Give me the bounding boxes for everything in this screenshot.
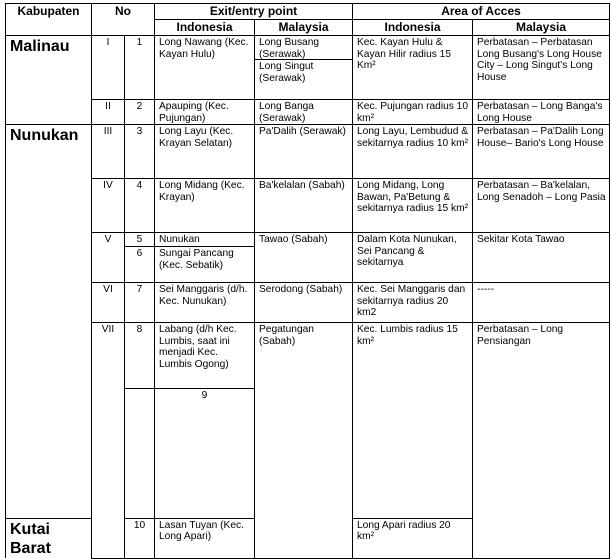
row-roman: VII [92, 323, 125, 559]
exit-malaysia-a: Long Busang (Serawak) [259, 37, 320, 60]
row-number: 3 [125, 125, 155, 179]
exit-malaysia: Pegatungan (Sabah) [255, 323, 353, 559]
row-roman: V [92, 233, 125, 283]
kabupaten-malinau: Malinau [6, 36, 92, 125]
area-malaysia: Perbatasan – Long Banga's Long House [473, 100, 610, 125]
area-indonesia: Long Layu, Lembudud & sekitarnya radius 10 km² [353, 125, 473, 179]
kabupaten-nunukan: Nunukan [6, 125, 92, 519]
row-number: 9 [155, 389, 255, 519]
header-area: Area of Acces [353, 4, 610, 20]
row-roman: I [92, 36, 125, 100]
exit-malaysia: Serodong (Sabah) [255, 283, 353, 323]
exit-malaysia: Long Banga (Serawak) [255, 100, 353, 125]
row-number: 5 [125, 233, 155, 247]
row-number: 6 [125, 247, 155, 283]
exit-malaysia: Pa'Dalih (Serawak) [255, 125, 353, 179]
exit-indonesia: Sei Manggaris (d/h. Kec. Nunukan) [155, 283, 255, 323]
area-indonesia: Kec. Lumbis radius 15 km² [353, 323, 473, 519]
header-exit-entry: Exit/entry point [155, 4, 353, 20]
header-kabupaten: Kabupaten [6, 4, 92, 36]
exit-malaysia: Ba'kelalan (Sabah) [255, 179, 353, 233]
row-roman: VI [92, 283, 125, 323]
row-number: 10 [125, 518, 155, 558]
area-malaysia: ----- [473, 283, 610, 323]
exit-indonesia: Apauping (Kec. Pujungan) [155, 100, 255, 125]
area-malaysia: Perbatasan – Ba'kelalan, Long Senadoh – Long Pasia [473, 179, 610, 233]
exit-malaysia-b: Long Singut (Serawak) [255, 59, 352, 84]
exit-indonesia: Nunukan [155, 233, 255, 247]
exit-indonesia: Labang (d/h Kec. Lumbis, saat ini menjadi Kec. Lumbis Ogong) [155, 323, 255, 389]
row-roman: III [92, 125, 125, 179]
header-area-malaysia: Malaysia [473, 20, 610, 36]
area-indonesia: Kec. Kayan Hulu & Kayan Hilir radius 15 Km² [353, 36, 473, 100]
area-indonesia: Long Apari radius 20 km² [353, 518, 473, 558]
area-indonesia: Long Midang, Long Bawan, Pa'Betung & sekitarnya radius 15 km² [353, 179, 473, 233]
row-roman: IV [92, 179, 125, 233]
row-number: 7 [125, 283, 155, 323]
area-indonesia: Dalam Kota Nunukan, Sei Pancang & sekitarnya [353, 233, 473, 283]
header-no: No [92, 4, 155, 36]
header-area-indonesia: Indonesia [353, 20, 473, 36]
row-number: 4 [125, 179, 155, 233]
row-number: 1 [125, 36, 155, 100]
area-malaysia: Sekitar Kota Tawao [473, 233, 610, 283]
exit-indonesia: Long Midang (Kec. Krayan) [155, 179, 255, 233]
border-area-table [5, 3, 610, 559]
header-exit-indonesia: Indonesia [155, 20, 255, 36]
exit-indonesia: Lasan Tuyan (Kec. Long Apari) [155, 518, 255, 558]
area-malaysia: Perbatasan – Perbatasan Long Busang's Long House City – Long Singut's Long House [473, 36, 610, 100]
kabupaten-kutai-barat: Kutai Barat [6, 518, 92, 558]
row-roman: II [92, 100, 125, 125]
area-malaysia: Perbatasan – Pa'Dalih Long House– Bario's Long House [473, 125, 610, 179]
exit-malaysia [255, 36, 353, 100]
header-exit-malaysia: Malaysia [255, 20, 353, 36]
exit-malaysia: Tawao (Sabah) [255, 233, 353, 283]
area-malaysia: Perbatasan – Long Pensiangan [473, 323, 610, 559]
row-number: 2 [125, 100, 155, 125]
exit-indonesia: Long Layu (Kec. Krayan Selatan) [155, 125, 255, 179]
area-indonesia: Kec. Sei Manggaris dan sekitarnya radius 20 km2 [353, 283, 473, 323]
kabupaten-spacer [125, 389, 155, 519]
exit-indonesia: Sungai Pancang (Kec. Sebatik) [155, 247, 255, 283]
row-number: 8 [125, 323, 155, 389]
area-indonesia: Kec. Pujungan radius 10 km² [353, 100, 473, 125]
exit-indonesia: Long Nawang (Kec. Kayan Hulu) [155, 36, 255, 100]
